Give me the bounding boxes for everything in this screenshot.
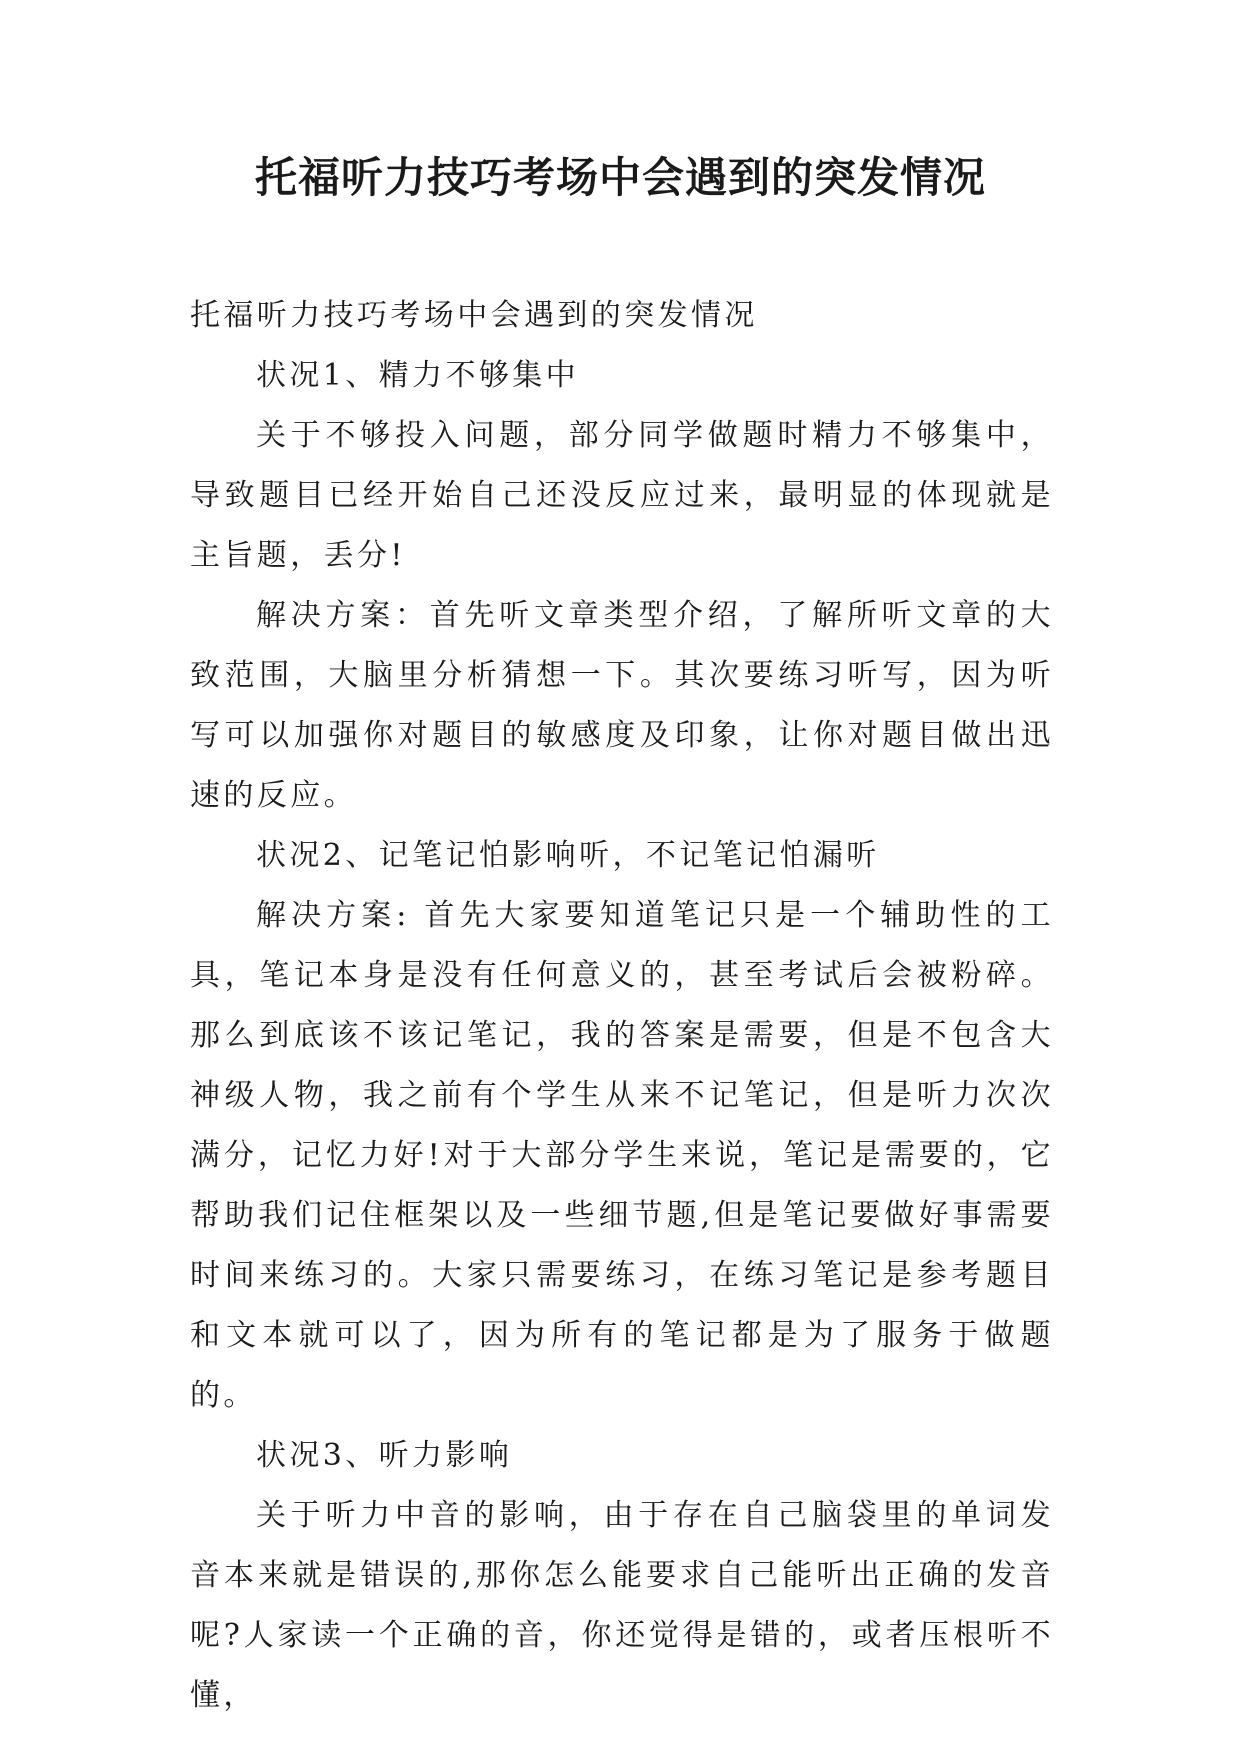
section-heading-1: 状况1、精力不够集中	[256, 358, 580, 393]
body-heading-paragraph: 托福听力技巧考场中会遇到的突发情况	[190, 298, 758, 333]
section-heading-3: 状况3、听力影响	[256, 1438, 513, 1473]
body-paragraph: 解决方案：首先听文章类型介绍，了解所听文章的大致范围，大脑里分析猜想一下。其次要练习听写，因为听写可以加强你对题目的敏感度及印象，让你对题目做出迅速的反应。	[190, 598, 1054, 813]
body-paragraph: 解决方案: 首先大家要知道笔记只是一个辅助性的工具，笔记本身是没有任何意义的，甚至考试后会被粉碎。那么到底该不该记笔记，我的答案是需要，但是不包含大神级人物，我之前有个学生从来不记笔记，但是听力次次满分，记忆力好!对于大部分学生来说，笔记是需要的，它帮助我们记住框架以及一些细节题,但是笔记要做好事需要时间来练习的。大家只需要练习，在练习笔记是参考题目和文本就可以了，因为所有的笔记都是为了服务于做题的。	[190, 898, 1054, 1413]
document-body	[190, 286, 1054, 1726]
document-title: 托福听力技巧考场中会遇到的突发情况	[254, 153, 986, 202]
body-paragraph: 关于听力中音的影响，由于存在自己脑袋里的单词发音本来就是错误的,那你怎么能要求自己能听出正确的发音呢?人家读一个正确的音，你还觉得是错的，或者压根听不懂，	[190, 1498, 1054, 1713]
body-paragraph: 关于不够投入问题，部分同学做题时精力不够集中，导致题目已经开始自己还没反应过来，最明显的体现就是主旨题，丢分!	[190, 418, 1054, 573]
section-heading-2: 状况2、记笔记怕影响听，不记笔记怕漏听	[256, 838, 880, 873]
